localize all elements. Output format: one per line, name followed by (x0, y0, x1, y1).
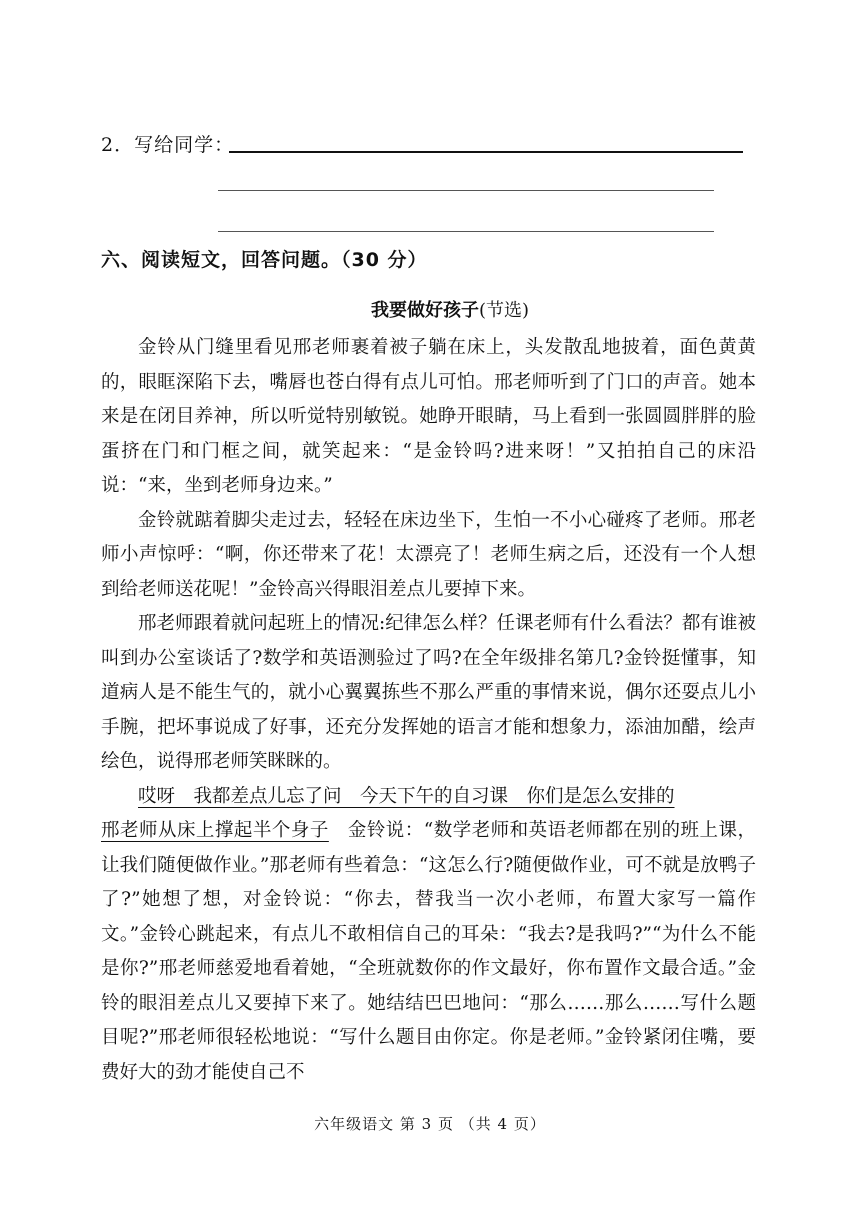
page-footer: 六年级语文 第 3 页 （共 4 页） (314, 1115, 546, 1133)
question-2-label: 2．写给同学： (101, 134, 235, 156)
paragraph-4-continued (101, 814, 756, 1090)
punctuation-blank-sentence: 哎呀 我都差点儿忘了问 今天下午的自习课 你们是怎么安排的 (138, 785, 675, 807)
paragraph-2: 金铃就踮着脚尖走过去，轻轻在床边坐下，生怕一不小心碰疼了老师。邢老师小声惊呼：“啊，你还带来了花！太漂亮了！老师生病之后，还没有一个人想到给老师送花呢！”金铃高兴得眼泪差点儿要掉下来。 (101, 509, 756, 600)
reading-passage (101, 331, 756, 1090)
section-6-title: 六、阅读短文，回答问题。（30 分） (101, 249, 428, 271)
article-title-main: 我要做好孩子 (370, 300, 479, 321)
paragraph-3: 邢老师跟着就问起班上的情况:纪律怎么样？任课老师有什么看法？都有谁被叫到办公室谈话了?数学和英语测验过了吗?在全年级排名第几?金铃挺懂事，知道病人是不能生气的，就小心翼翼拣些不那么严重的事情来说，偶尔还耍点儿小手腕，把坏事说成了好事，还充分发挥她的语言才能和想象力，添油加醋，绘声绘色，说得邢老师笑眯眯的。 (101, 613, 756, 772)
answer-line-3[interactable] (218, 231, 714, 232)
answer-line-1[interactable] (229, 151, 743, 153)
punctuation-blank-clause: 邢老师从床上撑起半个身子 (101, 820, 329, 841)
paragraph-1: 金铃从门缝里看见邢老师裹着被子躺在床上，头发散乱地披着，面色黄黄的，眼眶深陷下去，嘴唇也苍白得有点儿可怕。邢老师听到了门口的声音。她本来是在闭目养神，所以听觉特别敏锐。她睁开眼睛，马上看到一张圆圆胖胖的脸蛋挤在门和门框之间，就笑起来：“是金铃吗?进来呀！”又拍拍自己的床沿说：“来，坐到老师身边来。” (101, 337, 756, 496)
paragraph-4-text: 金铃说：“数学老师和英语老师都在别的班上课，让我们随便做作业。”那老师有些着急：“这怎么行?随便做作业，可不就是放鸭子了?”她想了想，对金铃说：“你去，替我当一次小老师，布置大家写一篇作文。”金铃心跳起来，有点儿不敢相信自己的耳朵：“我去?是我吗?”“为什么不能是你?”邢老师慈爱地看着她，“全班就数你的作文最好，你布置作文最合适。”金铃的眼泪差点儿又要掉下来了。她结结巴巴地问：“那么……那么……写什么题目呢?”邢老师很轻松地说：“写什么题目由你定。你是老师。”金铃紧闭住嘴，要费好大的劲才能使自己不 (101, 820, 756, 1083)
question-2 (101, 132, 751, 162)
answer-line-2[interactable] (218, 190, 714, 191)
paragraph-4 (101, 780, 756, 815)
article-title (0, 298, 860, 324)
article-title-note: (节选) (478, 300, 530, 321)
